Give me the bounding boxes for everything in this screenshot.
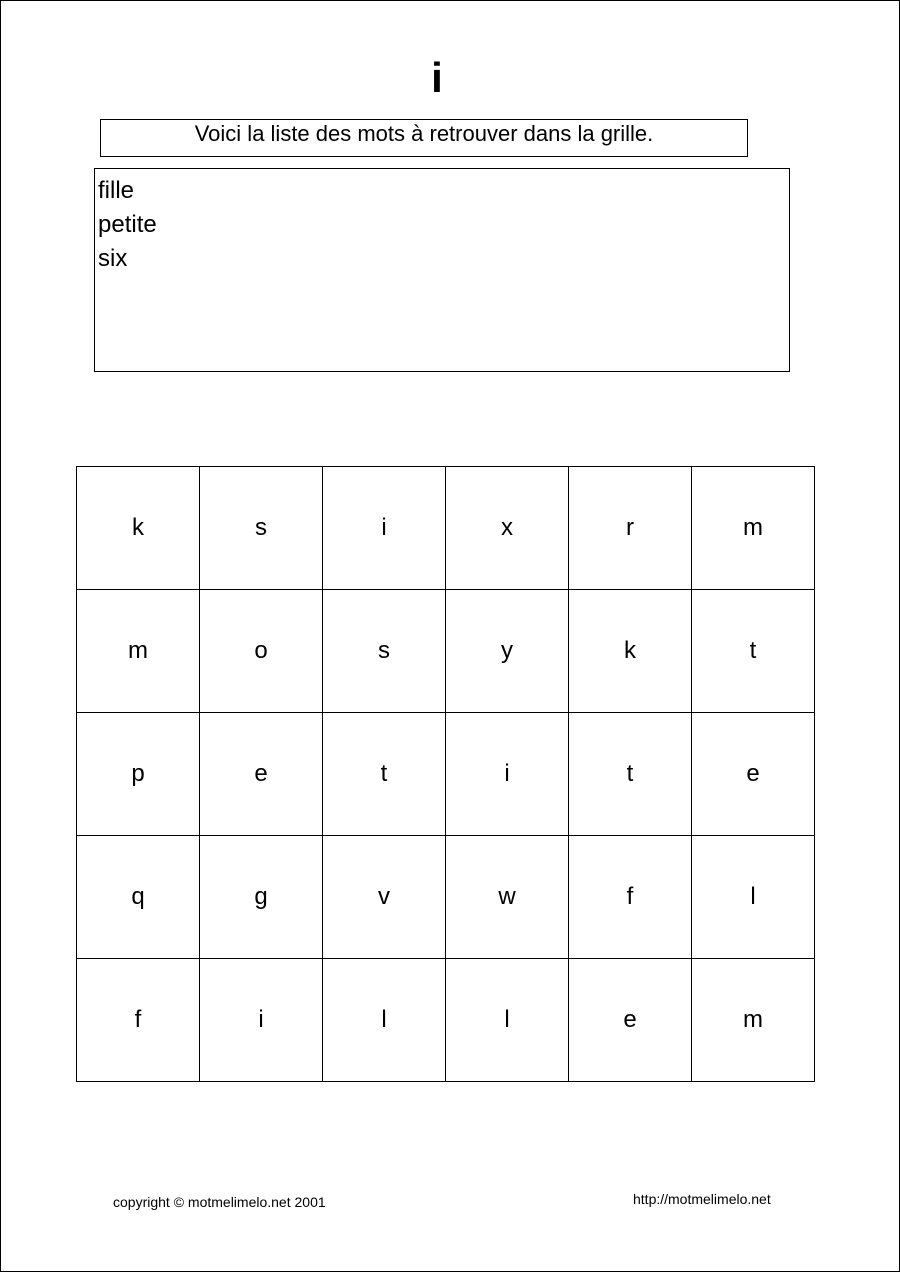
grid-cell: l	[692, 836, 815, 959]
footer-url: http://motmelimelo.net	[633, 1191, 771, 1207]
grid-cell: f	[569, 836, 692, 959]
grid-row	[77, 959, 815, 1082]
grid-cell: f	[77, 959, 200, 1082]
grid-cell: l	[323, 959, 446, 1082]
word-list-box	[94, 168, 790, 372]
grid-cell: i	[446, 713, 569, 836]
instruction-text: Voici la liste des mots à retrouver dans la grille.	[194, 121, 654, 146]
grid-cell: e	[200, 713, 323, 836]
word-list-item: petite	[98, 211, 157, 238]
footer-copyright: copyright © motmelimelo.net 2001	[113, 1194, 326, 1210]
grid-cell: l	[446, 959, 569, 1082]
word-list-item: six	[98, 245, 128, 272]
grid-row	[77, 467, 815, 590]
grid-cell: t	[692, 590, 815, 713]
grid-row	[77, 590, 815, 713]
grid-cell: k	[569, 590, 692, 713]
grid-cell: s	[200, 467, 323, 590]
grid-cell: k	[77, 467, 200, 590]
grid-cell: p	[77, 713, 200, 836]
letter-grid	[76, 466, 815, 1082]
grid-cell: m	[692, 959, 815, 1082]
grid-cell: m	[692, 467, 815, 590]
grid-cell: s	[323, 590, 446, 713]
instruction-box	[100, 119, 748, 157]
grid-row	[77, 836, 815, 959]
grid-cell: i	[323, 467, 446, 590]
grid-cell: v	[323, 836, 446, 959]
grid-cell: t	[569, 713, 692, 836]
grid-cell: x	[446, 467, 569, 590]
grid-cell: i	[200, 959, 323, 1082]
grid-cell: o	[200, 590, 323, 713]
word-list-item: fille	[98, 177, 135, 204]
grid-cell: e	[692, 713, 815, 836]
grid-cell: t	[323, 713, 446, 836]
grid-cell: r	[569, 467, 692, 590]
grid-cell: e	[569, 959, 692, 1082]
page-title: i	[431, 54, 443, 101]
grid-cell: y	[446, 590, 569, 713]
grid-cell: g	[200, 836, 323, 959]
grid-row	[77, 713, 815, 836]
grid-cell: m	[77, 590, 200, 713]
grid-cell: q	[77, 836, 200, 959]
grid-cell: w	[446, 836, 569, 959]
